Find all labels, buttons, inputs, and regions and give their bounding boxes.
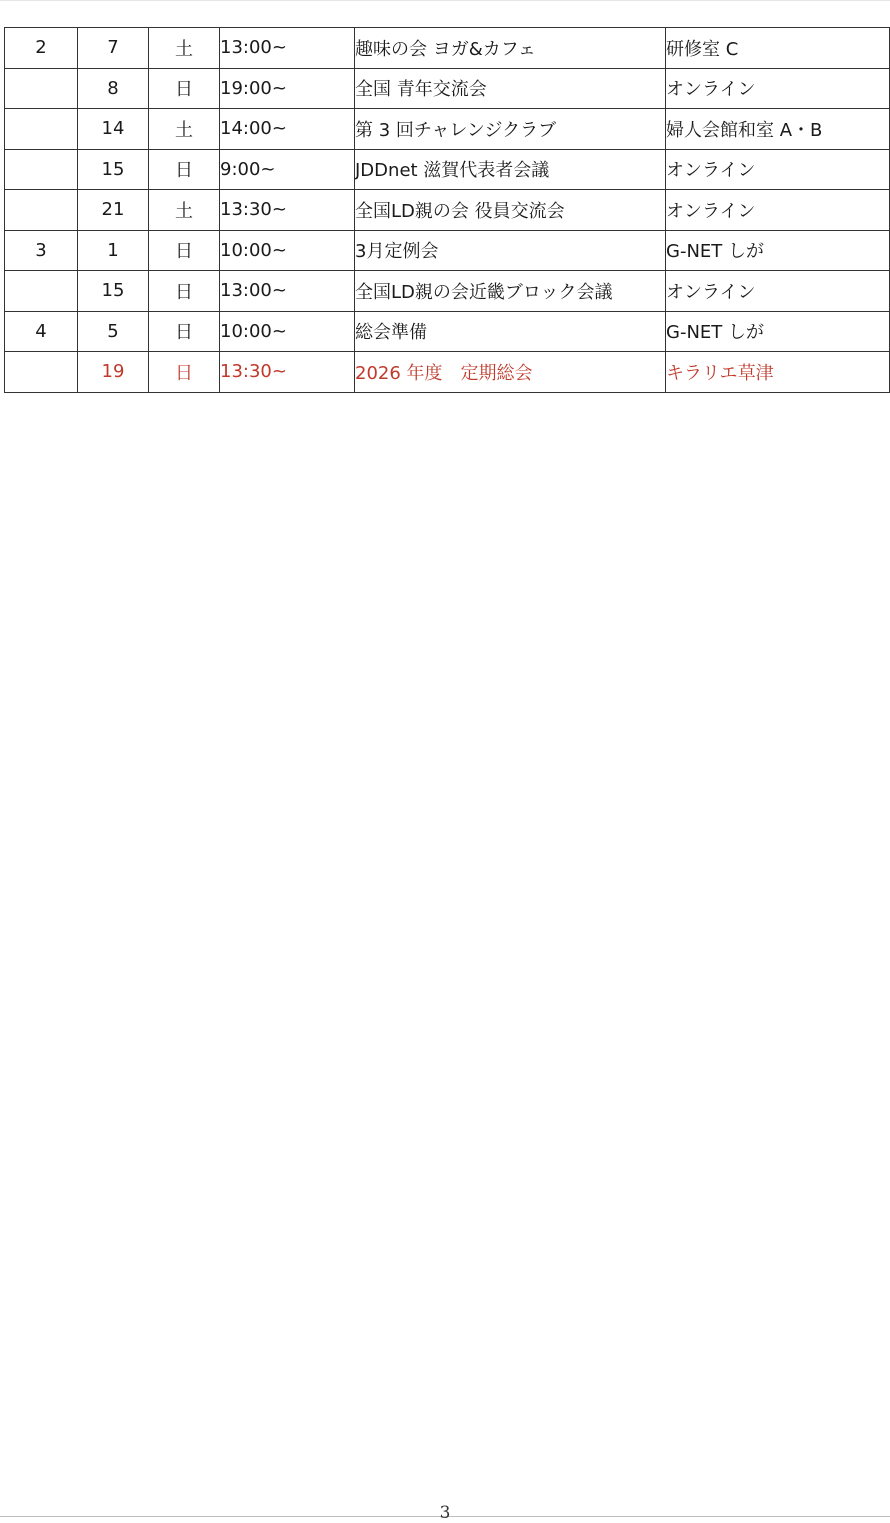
event-cell: 趣味の会 ヨガ&カフェ xyxy=(355,28,666,69)
day-cell: 15 xyxy=(78,149,149,190)
event-cell: JDDnet 滋賀代表者会議 xyxy=(355,149,666,190)
table-row xyxy=(5,28,890,69)
weekday-cell: 日 xyxy=(149,352,220,393)
weekday-cell: 日 xyxy=(149,230,220,271)
weekday-cell: 土 xyxy=(149,190,220,231)
event-cell: 総会準備 xyxy=(355,311,666,352)
month-cell xyxy=(5,352,78,393)
month-cell xyxy=(5,68,78,109)
venue-cell: オンライン xyxy=(666,68,890,109)
month-cell: 2 xyxy=(5,28,78,69)
month-cell xyxy=(5,190,78,231)
table-row xyxy=(5,230,890,271)
weekday-cell: 土 xyxy=(149,109,220,150)
weekday-cell: 土 xyxy=(149,28,220,69)
time-cell: 13:00~ xyxy=(220,28,355,69)
weekday-cell: 日 xyxy=(149,311,220,352)
day-cell: 15 xyxy=(78,271,149,312)
day-cell: 7 xyxy=(78,28,149,69)
venue-cell: オンライン xyxy=(666,190,890,231)
time-cell: 14:00~ xyxy=(220,109,355,150)
table-row xyxy=(5,311,890,352)
month-cell: 4 xyxy=(5,311,78,352)
event-cell: 全国LD親の会 役員交流会 xyxy=(355,190,666,231)
event-cell: 2026 年度 定期総会 xyxy=(355,352,666,393)
month-cell xyxy=(5,109,78,150)
venue-cell: 研修室 C xyxy=(666,28,890,69)
month-cell xyxy=(5,149,78,190)
schedule-table xyxy=(4,27,890,393)
time-cell: 13:00~ xyxy=(220,271,355,312)
day-cell: 21 xyxy=(78,190,149,231)
time-cell: 9:00~ xyxy=(220,149,355,190)
table-row xyxy=(5,149,890,190)
table-row xyxy=(5,271,890,312)
month-cell xyxy=(5,271,78,312)
venue-cell: G-NET しが xyxy=(666,230,890,271)
day-cell: 19 xyxy=(78,352,149,393)
day-cell: 1 xyxy=(78,230,149,271)
month-cell: 3 xyxy=(5,230,78,271)
event-cell: 第 3 回チャレンジクラブ xyxy=(355,109,666,150)
time-cell: 10:00~ xyxy=(220,311,355,352)
weekday-cell: 日 xyxy=(149,271,220,312)
table-row xyxy=(5,190,890,231)
time-cell: 10:00~ xyxy=(220,230,355,271)
weekday-cell: 日 xyxy=(149,149,220,190)
time-cell: 19:00~ xyxy=(220,68,355,109)
schedule-table-body xyxy=(5,28,890,393)
venue-cell: 婦人会館和室 A・B xyxy=(666,109,890,150)
event-cell: 全国 青年交流会 xyxy=(355,68,666,109)
day-cell: 5 xyxy=(78,311,149,352)
time-cell: 13:30~ xyxy=(220,352,355,393)
page-top-edge xyxy=(0,0,890,1)
time-cell: 13:30~ xyxy=(220,190,355,231)
table-row xyxy=(5,352,890,393)
venue-cell: オンライン xyxy=(666,149,890,190)
venue-cell: オンライン xyxy=(666,271,890,312)
venue-cell: G-NET しが xyxy=(666,311,890,352)
table-row xyxy=(5,109,890,150)
venue-cell: キラリエ草津 xyxy=(666,352,890,393)
event-cell: 全国LD親の会近畿ブロック会議 xyxy=(355,271,666,312)
day-cell: 14 xyxy=(78,109,149,150)
event-cell: 3月定例会 xyxy=(355,230,666,271)
table-row xyxy=(5,68,890,109)
weekday-cell: 日 xyxy=(149,68,220,109)
day-cell: 8 xyxy=(78,68,149,109)
page-number: 3 xyxy=(439,1503,451,1523)
